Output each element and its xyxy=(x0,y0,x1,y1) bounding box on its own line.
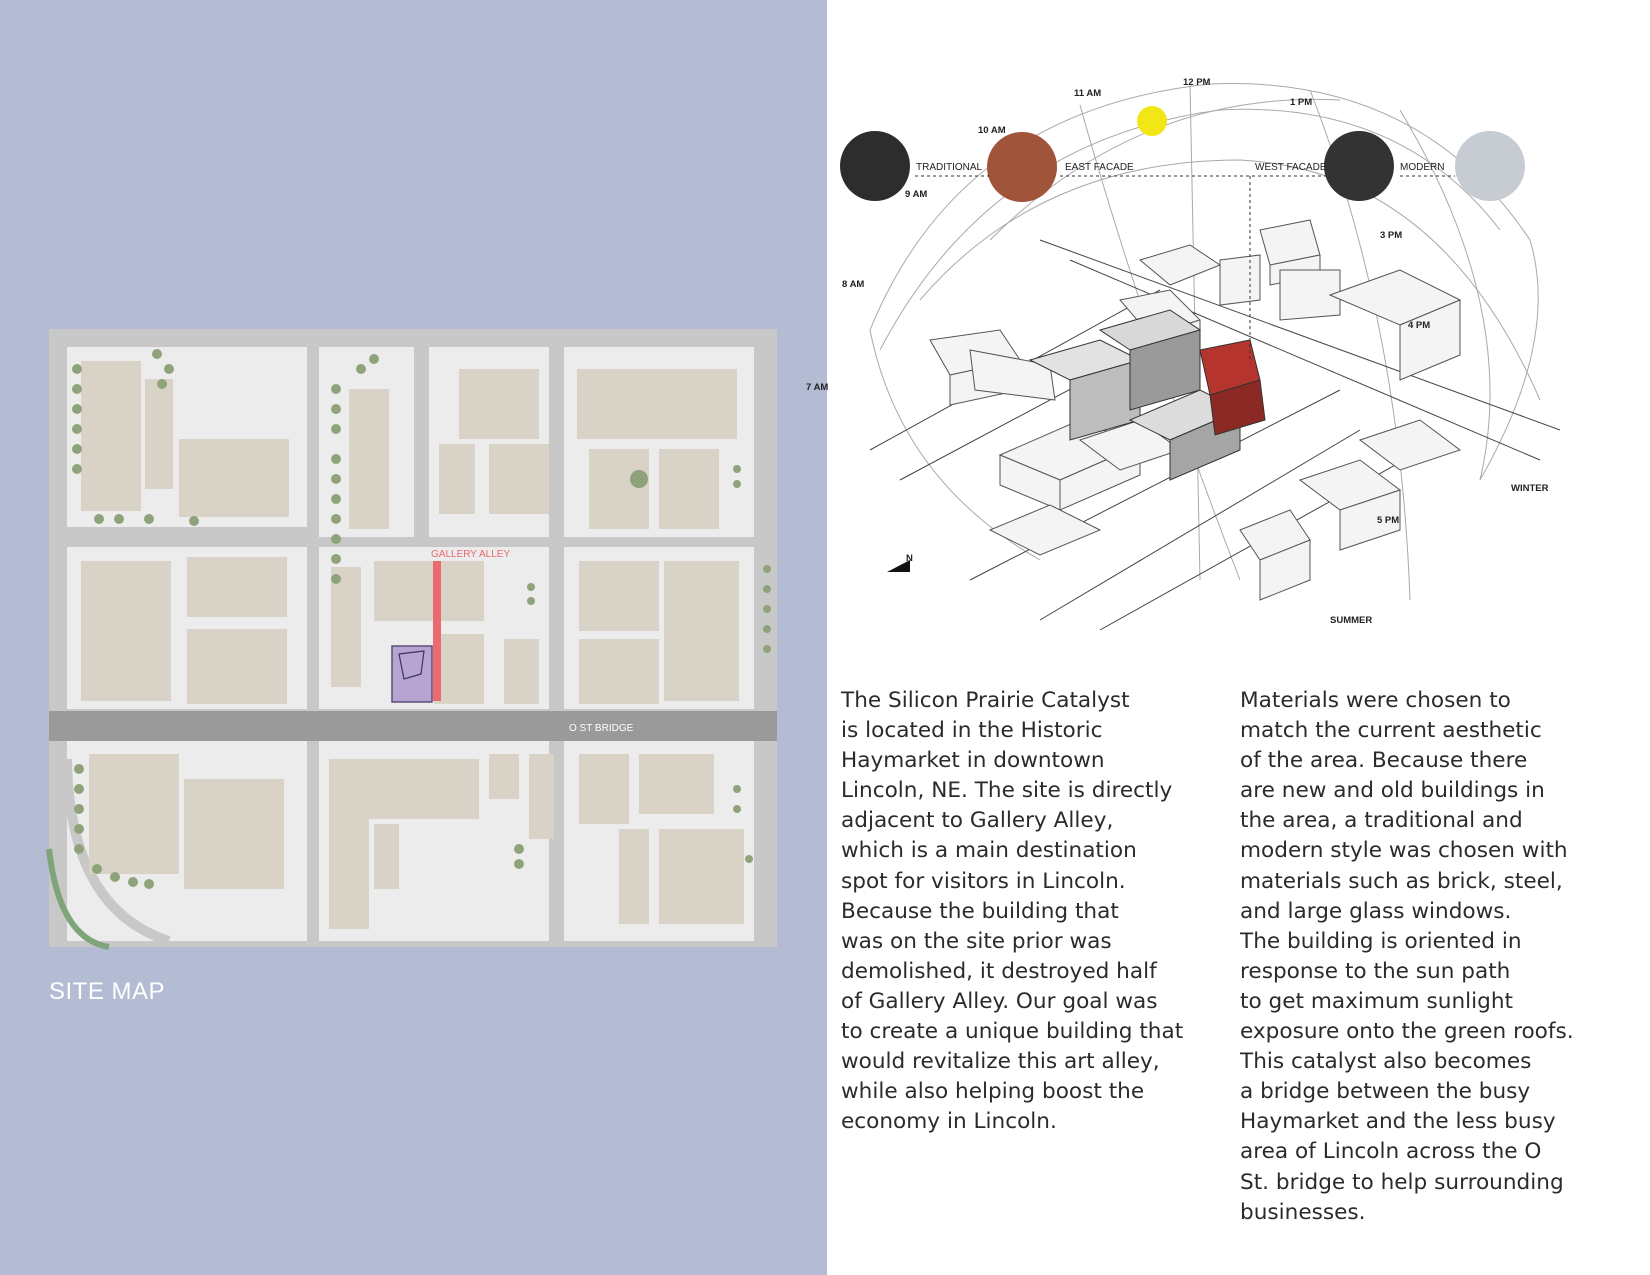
description-line: spot for visitors in Lincoln. xyxy=(841,868,1126,894)
description-line: Materials were chosen to xyxy=(1240,688,1511,713)
site-building xyxy=(392,646,432,702)
brick-material-swatch xyxy=(987,132,1057,202)
time-label-1pm: 1 PM xyxy=(1290,97,1313,108)
description-line: area of Lincoln across the O xyxy=(1240,1139,1542,1165)
summer-label: SUMMER xyxy=(1330,615,1373,626)
traditional-material-swatch xyxy=(840,131,910,201)
description-line: Because the building that xyxy=(841,898,1119,924)
gallery-alley-line xyxy=(433,561,441,701)
description-line: are new and old buildings in xyxy=(1240,778,1545,804)
o-st-bridge xyxy=(49,711,777,741)
description-line: a bridge between the busy xyxy=(1240,1079,1531,1105)
east-facade-label: EAST FACADE xyxy=(1065,162,1134,173)
time-label-11am: 11 AM xyxy=(1074,88,1102,99)
description-line: to create a unique building that xyxy=(841,1019,1184,1045)
description-line: adjacent to Gallery Alley, xyxy=(841,808,1114,834)
description-line: and large glass windows. xyxy=(1240,898,1512,924)
glass-material-swatch xyxy=(1455,131,1525,201)
description-line: while also helping boost the xyxy=(841,1079,1145,1105)
description-line: This catalyst also becomes xyxy=(1240,1049,1532,1075)
description-line: of Gallery Alley. Our goal was xyxy=(841,988,1158,1014)
description-line: which is a main destination xyxy=(841,838,1137,864)
description-line: is located in the Historic xyxy=(841,718,1103,744)
time-label-8am: 8 AM xyxy=(842,279,865,290)
time-label-7am: 7 AM xyxy=(806,382,829,393)
sun-path-diagram xyxy=(806,60,1650,640)
modern-label: MODERN xyxy=(1400,162,1445,173)
description-line: demolished, it destroyed half xyxy=(841,958,1157,984)
description-line: Lincoln, NE. The site is directly xyxy=(841,778,1173,804)
north-label: N xyxy=(906,553,913,564)
description-line: match the current aesthetic xyxy=(1240,718,1542,744)
time-label-4pm: 4 PM xyxy=(1408,320,1431,331)
description-line: exposure onto the green roofs. xyxy=(1240,1019,1574,1045)
description-line: to get maximum sunlight xyxy=(1240,988,1514,1014)
description-right-column xyxy=(1240,686,1574,1228)
bridge-label: O ST BRIDGE xyxy=(569,723,634,734)
west-facade-label: WEST FACADE xyxy=(1255,162,1327,173)
time-label-12pm: 12 PM xyxy=(1183,77,1211,88)
time-label-9am: 9 AM xyxy=(905,189,928,200)
description-left-column xyxy=(841,686,1183,1137)
winter-label: WINTER xyxy=(1511,483,1549,494)
description-line: The building is oriented in xyxy=(1240,928,1522,954)
description-line: would revitalize this art alley, xyxy=(841,1049,1160,1075)
description-line: The Silicon Prairie Catalyst xyxy=(841,688,1130,713)
description-line: economy in Lincoln. xyxy=(841,1109,1057,1135)
description-line: the area, a traditional and xyxy=(1240,808,1523,834)
description-line: response to the sun path xyxy=(1240,958,1511,984)
time-label-5pm: 5 PM xyxy=(1377,515,1400,526)
time-label-10am: 10 AM xyxy=(978,125,1006,136)
description-line: of the area. Because there xyxy=(1240,748,1528,774)
site-map-image xyxy=(49,329,777,947)
description-line: Haymarket and the less busy xyxy=(1240,1109,1556,1135)
description-line: modern style was chosen with xyxy=(1240,838,1568,864)
sun-icon xyxy=(1137,106,1167,136)
description-line: St. bridge to help surrounding xyxy=(1240,1169,1564,1195)
description-line: was on the site prior was xyxy=(841,928,1112,954)
site-map-title: SITE MAP xyxy=(49,978,166,1005)
gallery-alley-label: GALLERY ALLEY xyxy=(431,549,511,560)
description-line: Haymarket in downtown xyxy=(841,748,1105,774)
steel-material-swatch xyxy=(1324,131,1394,201)
description-line: materials such as brick, steel, xyxy=(1240,868,1563,894)
description-line: businesses. xyxy=(1240,1199,1366,1225)
traditional-label: TRADITIONAL xyxy=(916,162,983,173)
time-label-3pm: 3 PM xyxy=(1380,230,1403,241)
